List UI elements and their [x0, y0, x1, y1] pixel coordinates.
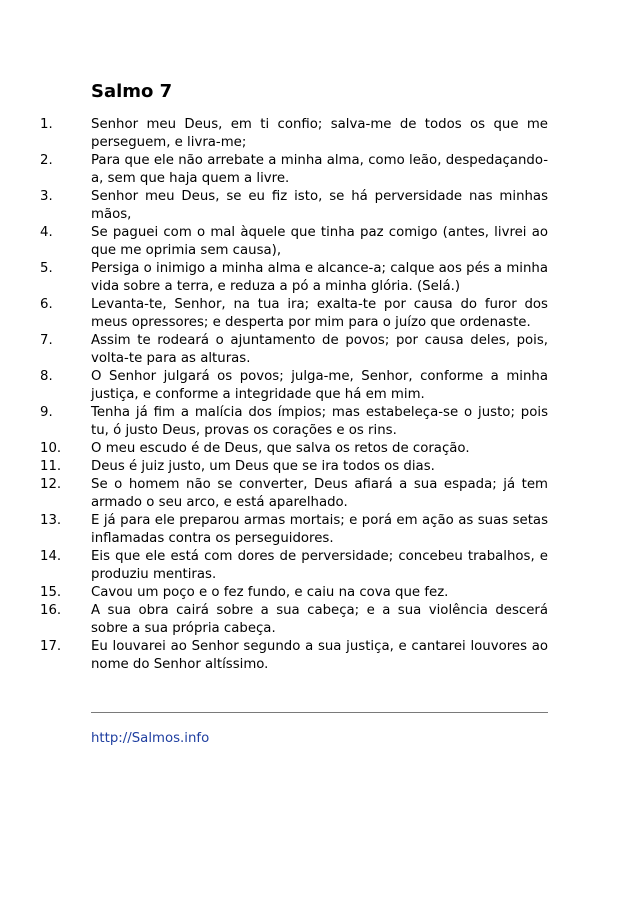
- verse-item: [40, 332, 548, 368]
- verse-number: 7.: [40, 333, 53, 348]
- verse-number: 11.: [40, 459, 62, 474]
- verse-number: 10.: [40, 441, 62, 456]
- verse-item: [40, 548, 548, 584]
- verse-text: Cavou um poço e o fez fundo, e caiu na cova que fez.: [91, 585, 449, 600]
- verse-item: [40, 368, 548, 404]
- verse-item: [40, 638, 548, 674]
- verse-item: [40, 458, 548, 476]
- page-title: Salmo 7: [91, 81, 173, 102]
- verse-text: Tenha já fim a malícia dos ímpios; mas estabeleça-se o justo; pois tu, ó justo Deus, provas os corações e os rins.: [91, 405, 548, 438]
- verse-number: 1.: [40, 117, 53, 132]
- verse-text: O meu escudo é de Deus, que salva os retos de coração.: [91, 441, 470, 456]
- verse-text: Se paguei com o mal àquele que tinha paz comigo (antes, livrei ao que me oprimia sem causa),: [91, 225, 548, 258]
- verse-number: 13.: [40, 513, 62, 528]
- verse-text: Senhor meu Deus, em ti confio; salva-me de todos os que me perseguem, e livra-me;: [91, 117, 548, 150]
- verse-item: [40, 224, 548, 260]
- verse-number: 12.: [40, 477, 62, 492]
- verse-number: 4.: [40, 225, 53, 240]
- verse-text: Assim te rodeará o ajuntamento de povos; por causa deles, pois, volta-te para as alturas.: [91, 333, 548, 366]
- verse-text: Se o homem não se converter, Deus afiará a sua espada; já tem armado o seu arco, e está aparelhado.: [91, 477, 548, 510]
- verse-text: O Senhor julgará os povos; julga-me, Senhor, conforme a minha justiça, e conforme a integridade que há em mim.: [91, 369, 548, 402]
- verse-number: 2.: [40, 153, 53, 168]
- verse-item: [40, 602, 548, 638]
- verse-text: Levanta-te, Senhor, na tua ira; exalta-te por causa do furor dos meus opressores; e desperta por mim para o juízo que ordenaste.: [91, 297, 548, 330]
- verse-item: [40, 260, 548, 296]
- footer-website-link[interactable]: http://Salmos.info: [91, 731, 210, 746]
- verse-item: [40, 116, 548, 152]
- verse-text: Senhor meu Deus, se eu fiz isto, se há perversidade nas minhas mãos,: [91, 189, 548, 222]
- verse-text: E já para ele preparou armas mortais; e porá em ação as suas setas inflamadas contra os perseguidores.: [91, 513, 548, 546]
- verse-item: [40, 584, 548, 602]
- verse-number: 17.: [40, 639, 62, 654]
- verse-number: 3.: [40, 189, 53, 204]
- verse-text: Para que ele não arrebate a minha alma, como leão, despedaçando-a, sem que haja quem a livre.: [91, 153, 548, 186]
- verse-number: 14.: [40, 549, 62, 564]
- verse-item: [40, 152, 548, 188]
- verse-item: [40, 296, 548, 332]
- verse-number: 5.: [40, 261, 53, 276]
- verse-number: 8.: [40, 369, 53, 384]
- verse-item: [40, 188, 548, 224]
- verse-text: Deus é juiz justo, um Deus que se ira todos os dias.: [91, 459, 435, 474]
- verse-text: Persiga o inimigo a minha alma e alcance-a; calque aos pés a minha vida sobre a terra, e reduza a pó a minha glória. (Selá.): [91, 261, 548, 294]
- verse-number: 15.: [40, 585, 62, 600]
- verse-item: [40, 404, 548, 440]
- verse-text: Eis que ele está com dores de perversidade; concebeu trabalhos, e produziu mentiras.: [91, 549, 548, 582]
- verse-item: [40, 512, 548, 548]
- verse-item: [40, 476, 548, 512]
- verse-number: 6.: [40, 297, 53, 312]
- verse-number: 9.: [40, 405, 53, 420]
- verse-text: A sua obra cairá sobre a sua cabeça; e a sua violência descerá sobre a sua própria cabeça.: [91, 603, 548, 636]
- verse-item: [40, 440, 548, 458]
- verse-number: 16.: [40, 603, 62, 618]
- verse-text: Eu louvarei ao Senhor segundo a sua justiça, e cantarei louvores ao nome do Senhor altíssimo.: [91, 639, 548, 672]
- verse-list: [40, 116, 548, 674]
- footer-divider: [91, 712, 548, 713]
